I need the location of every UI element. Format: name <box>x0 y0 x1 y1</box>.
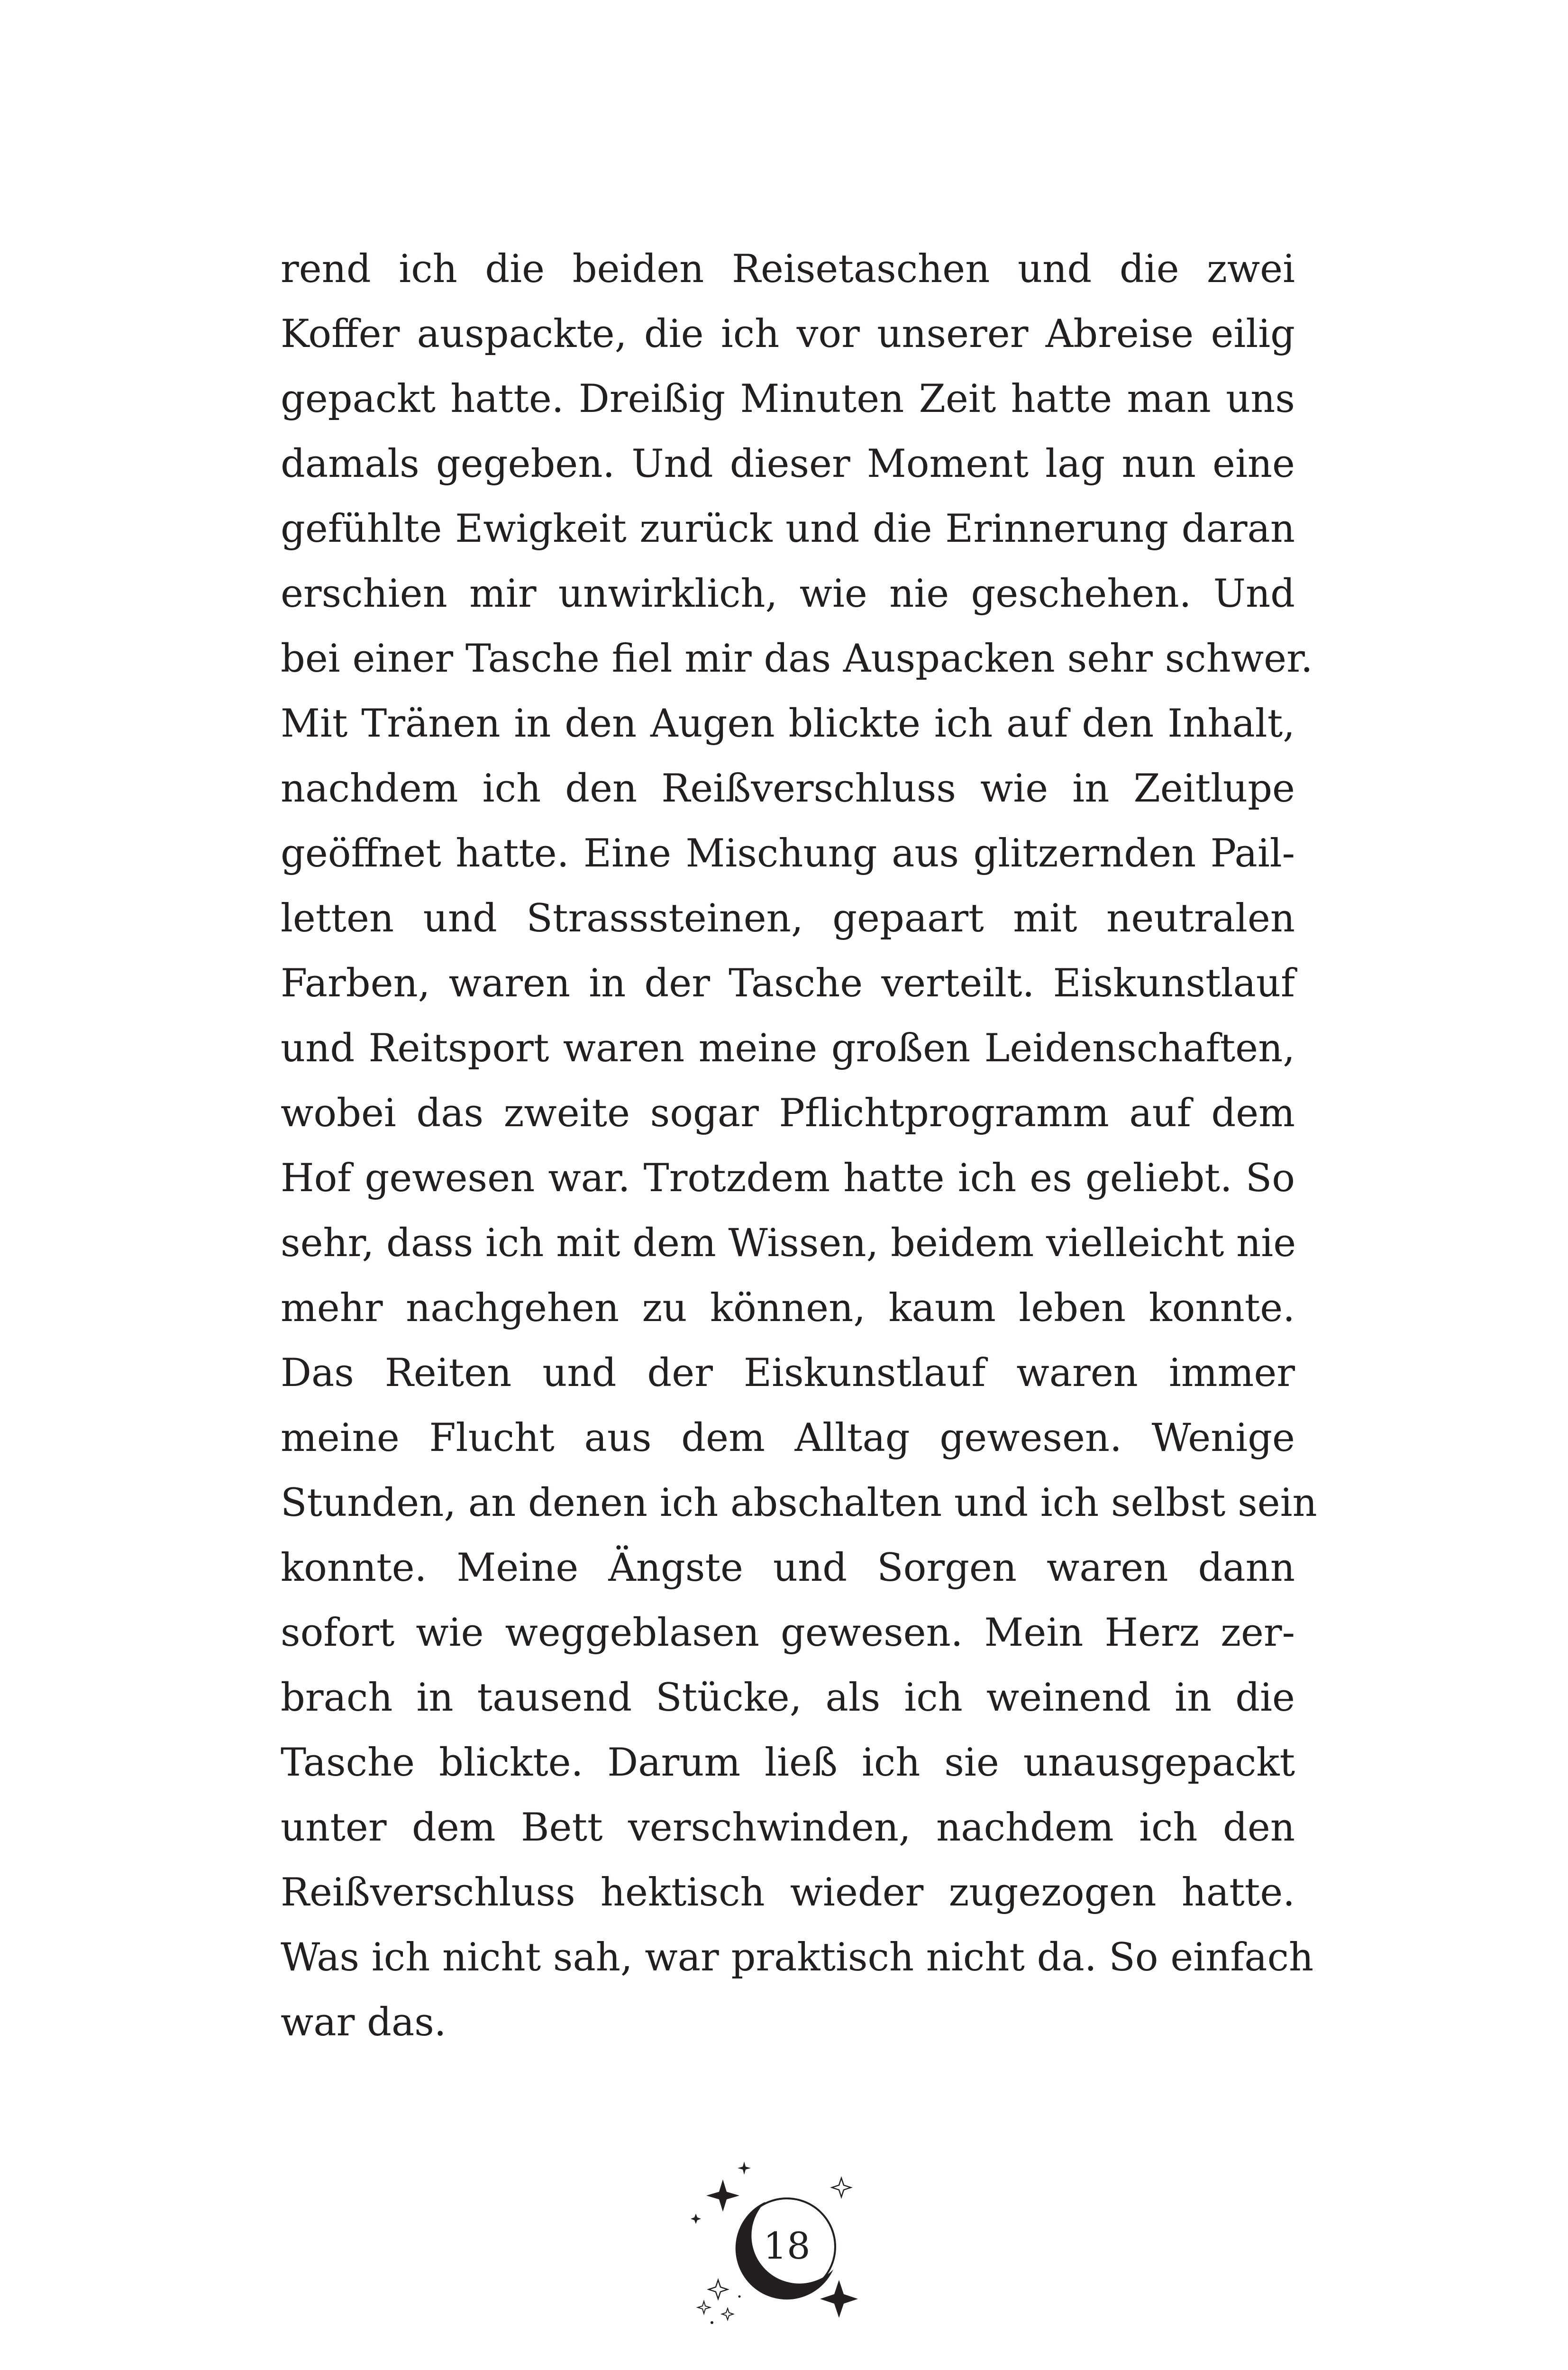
text-line: letten und Strasssteinen, gepaart mit neutralen <box>281 896 1295 941</box>
text-line: Mit Tränen in den Augen blickte ich auf den Inhalt, <box>281 702 1295 746</box>
text-line: Tasche blickte. Darum ließ ich sie unausgepackt <box>281 1741 1295 1785</box>
text-line: sehr, dass ich mit dem Wissen, beidem vielleicht nie <box>281 1221 1296 1266</box>
text-line: gepackt hatte. Dreißig Minuten Zeit hatte man uns <box>281 377 1295 421</box>
text-line: wobei das zweite sogar Pflichtprogramm auf dem <box>281 1091 1295 1136</box>
page-number: 18 <box>763 2225 811 2268</box>
text-line: Stunden, an denen ich abschalten und ich selbst sein <box>281 1481 1317 1525</box>
text-line: brach in tausend Stücke, als ich weinend in die <box>281 1676 1295 1720</box>
text-line: konnte. Meine Ängste und Sorgen waren dann <box>281 1546 1295 1590</box>
text-line: rend ich die beiden Reisetaschen und die zwei <box>281 247 1295 292</box>
text-line: und Reitsport waren meine großen Leidenschaften, <box>281 1026 1295 1071</box>
text-line: unter dem Bett verschwinden, nachdem ich den <box>281 1805 1295 1850</box>
text-line: Farben, waren in der Tasche verteilt. Eiskunstlauf <box>281 961 1295 1006</box>
body-text <box>281 237 1317 2055</box>
text-line: Das Reiten und der Eiskunstlauf waren immer <box>281 1351 1295 1395</box>
text-line: meine Flucht aus dem Alltag gewesen. Wenige <box>281 1416 1295 1460</box>
text-line: war das. <box>281 2000 447 2045</box>
text-line: erschien mir unwirklich, wie nie geschehen. Und <box>281 572 1295 616</box>
text-line: mehr nachgehen zu können, kaum leben konnte. <box>281 1286 1295 1331</box>
text-line: geöffnet hatte. Eine Mischung aus glitzernden Pail- <box>281 831 1295 876</box>
text-line: Koffer auspackte, die ich vor unserer Abreise eilig <box>281 312 1295 356</box>
text-line: bei einer Tasche fiel mir das Auspacken sehr schwer. <box>281 637 1313 681</box>
text-line: nachdem ich den Reißverschluss wie in Zeitlupe <box>281 766 1295 811</box>
text-line: Was ich nicht sah, war praktisch nicht da. So einfach <box>281 1935 1314 1980</box>
text-line: Reißverschluss hektisch wieder zugezogen hatte. <box>281 1870 1295 1915</box>
text-line: damals gegeben. Und dieser Moment lag nun eine <box>281 442 1295 486</box>
text-line: Hof gewesen war. Trotzdem hatte ich es geliebt. So <box>281 1156 1295 1201</box>
text-line: gefühlte Ewigkeit zurück und die Erinnerung daran <box>281 507 1295 551</box>
text-line: sofort wie weggeblasen gewesen. Mein Herz zer- <box>281 1611 1295 1655</box>
